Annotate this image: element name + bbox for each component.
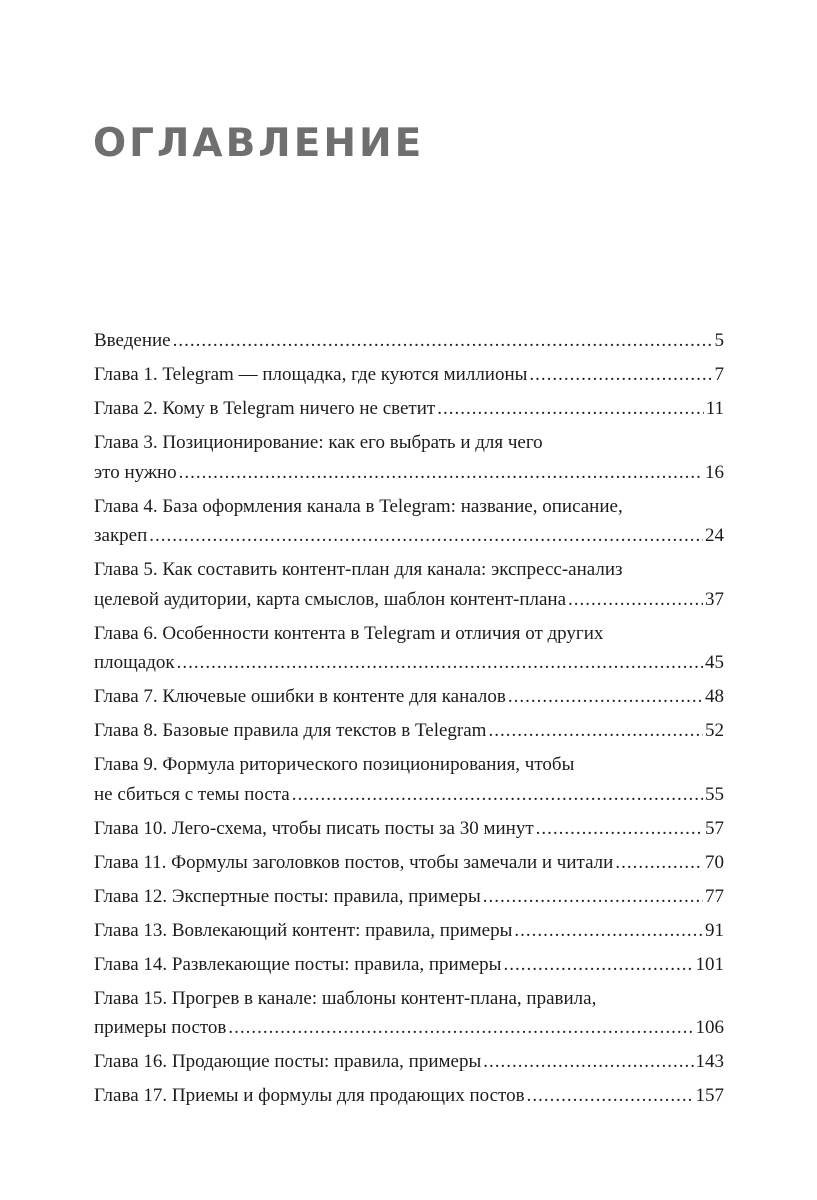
toc-entry-line	[94, 585, 724, 615]
toc-entry-title-line: Глава 5. Как составить контент-план для канала: экспресс-анализ	[94, 559, 623, 580]
toc-page-number: 11	[705, 398, 724, 419]
toc-entry-line	[94, 916, 724, 946]
toc-entry-line	[94, 848, 724, 878]
toc-entry-line	[94, 1047, 724, 1077]
toc-entry[interactable]	[94, 750, 724, 809]
toc-entry-title: Введение	[94, 330, 171, 351]
toc-entry-title: Глава 14. Развлекающие посты: правила, примеры	[94, 953, 502, 975]
toc-entry-title: Глава 2. Кому в Telegram ничего не светит	[94, 398, 436, 419]
toc-entry-title: целевой аудитории, карта смыслов, шаблон контент-плана	[94, 588, 567, 610]
toc-page-number: 7	[714, 364, 724, 385]
toc-entry-line	[94, 1081, 724, 1111]
dot-leader	[488, 716, 703, 746]
toc-entry[interactable]	[94, 428, 724, 487]
toc-entry-title: Глава 16. Продающие посты: правила, примеры	[94, 1051, 482, 1072]
dot-leader	[179, 458, 703, 488]
toc-entry-line	[94, 458, 724, 488]
dot-leader	[615, 848, 703, 878]
toc-entry-title: Глава 7. Ключевые ошибки в контенте для каналов	[94, 686, 506, 707]
toc-entry[interactable]	[94, 360, 724, 390]
toc-page-number: 143	[695, 1051, 724, 1072]
page-title: ОГЛАВЛЕНИЕ	[93, 121, 425, 166]
toc-entry-title-line: Глава 15. Прогрев в канале: шаблоны контент-плана, правила,	[94, 987, 597, 1009]
toc-entry-line	[94, 682, 724, 712]
table-of-contents	[94, 326, 724, 1115]
toc-entry-line	[94, 521, 724, 551]
toc-entry-line	[94, 950, 724, 980]
toc-entry-line	[94, 326, 724, 356]
toc-page-number: 106	[695, 1017, 724, 1038]
toc-entry-title-line: Глава 9. Формула риторического позиционирования, чтобы	[94, 754, 575, 775]
toc-page-number: 16	[705, 461, 724, 483]
dot-leader	[527, 1081, 694, 1111]
toc-entry[interactable]	[94, 1047, 724, 1077]
dot-leader	[529, 360, 712, 390]
toc-page-number: 45	[705, 652, 724, 673]
toc-entry-title: примеры постов	[94, 1017, 227, 1038]
dot-leader	[173, 326, 713, 356]
dot-leader	[508, 682, 703, 712]
toc-page-number: 77	[705, 885, 724, 907]
dot-leader	[568, 585, 703, 615]
toc-entry-line	[94, 882, 724, 912]
toc-entry-title: Глава 17. Приемы и формулы для продающих постов	[94, 1085, 525, 1106]
toc-page-number: 91	[705, 919, 724, 941]
toc-page-number: 37	[705, 588, 724, 610]
toc-entry[interactable]	[94, 619, 724, 678]
dot-leader	[177, 648, 703, 678]
toc-page-number: 48	[705, 686, 724, 707]
toc-entry[interactable]	[94, 984, 724, 1043]
dot-leader	[149, 521, 703, 551]
toc-page-number: 24	[705, 525, 724, 546]
toc-entry-title: Глава 8. Базовые правила для текстов в Telegram	[94, 720, 487, 741]
toc-entry[interactable]	[94, 394, 724, 424]
toc-entry-line	[94, 394, 724, 424]
toc-entry-title: закреп	[94, 525, 148, 546]
dot-leader	[536, 814, 703, 844]
toc-entry-line	[94, 1013, 724, 1043]
toc-entry-line	[94, 780, 724, 810]
dot-leader	[437, 394, 704, 424]
toc-page-number: 57	[705, 817, 724, 839]
toc-page-number: 101	[695, 953, 724, 975]
toc-entry[interactable]	[94, 882, 724, 912]
toc-entry[interactable]	[94, 682, 724, 712]
toc-entry[interactable]	[94, 326, 724, 356]
toc-entry-title: Глава 1. Telegram — площадка, где куются миллионы	[94, 364, 528, 385]
toc-entry-title: Глава 11. Формулы заголовков постов, чтобы замечали и читали	[94, 851, 614, 873]
dot-leader	[503, 950, 693, 980]
toc-entry[interactable]	[94, 916, 724, 946]
toc-entry-title: Глава 13. Вовлекающий контент: правила, примеры	[94, 919, 513, 941]
toc-entry[interactable]	[94, 814, 724, 844]
toc-entry-title: Глава 12. Экспертные посты: правила, примеры	[94, 885, 481, 907]
toc-entry-title: это нужно	[94, 461, 177, 483]
dot-leader	[228, 1013, 693, 1043]
toc-entry-line	[94, 360, 724, 390]
toc-page-number: 5	[714, 330, 724, 351]
dot-leader	[483, 882, 703, 912]
toc-entry-title-line: Глава 3. Позиционирование: как его выбрать и для чего	[94, 432, 543, 453]
dot-leader	[514, 916, 703, 946]
toc-page-number: 52	[705, 720, 724, 741]
toc-entry-title: не сбиться с темы поста	[94, 783, 290, 805]
toc-entry-title: Глава 10. Лего-схема, чтобы писать посты за 30 минут	[94, 817, 534, 839]
toc-entry-title-line: Глава 4. База оформления канала в Telegram: название, описание,	[94, 495, 623, 517]
dot-leader	[292, 780, 703, 810]
toc-entry[interactable]	[94, 848, 724, 878]
toc-entry-line	[94, 716, 724, 746]
toc-entry[interactable]	[94, 492, 724, 551]
toc-entry-title-line: Глава 6. Особенности контента в Telegram и отличия от других	[94, 622, 604, 644]
toc-entry[interactable]	[94, 950, 724, 980]
dot-leader	[483, 1047, 693, 1077]
toc-entry-title: площадок	[94, 652, 175, 673]
toc-page-number: 70	[705, 851, 724, 873]
toc-entry-line	[94, 648, 724, 678]
toc-page-number: 157	[695, 1085, 724, 1106]
toc-entry[interactable]	[94, 716, 724, 746]
toc-entry[interactable]	[94, 555, 724, 614]
toc-entry[interactable]	[94, 1081, 724, 1111]
toc-entry-line	[94, 814, 724, 844]
toc-page-number: 55	[705, 783, 724, 805]
